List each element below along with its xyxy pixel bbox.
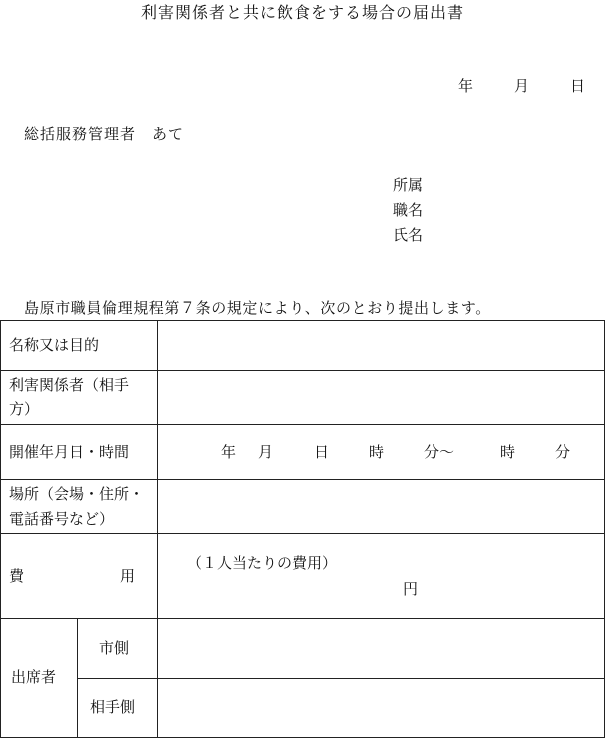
cost-label-right: 用 — [120, 567, 136, 585]
position-label: 職名 — [393, 201, 424, 219]
datetime-day: 日 — [314, 443, 330, 461]
cost-unit: 円 — [403, 580, 419, 598]
partner-field[interactable] — [158, 371, 604, 424]
partner-side-label: 相手側 — [90, 698, 136, 716]
attendees-label: 出席者 — [11, 668, 57, 686]
datetime-hour-to: 時 — [500, 443, 516, 461]
city-side-label: 市側 — [99, 639, 130, 657]
form-title: 利害関係者と共に飲食をする場合の届出書 — [140, 3, 464, 22]
datetime-month: 月 — [258, 443, 274, 461]
cost-note: （１人当たりの費用） — [187, 554, 338, 572]
cost-label-left: 費 — [9, 567, 25, 585]
partner-side-field[interactable] — [158, 679, 604, 737]
datetime-minute-from: 分～ — [424, 443, 455, 461]
affiliation-label: 所属 — [393, 176, 424, 194]
datetime-hour: 時 — [369, 443, 385, 461]
name-label: 氏名 — [393, 226, 424, 244]
row-divider — [0, 424, 605, 425]
purpose-label: 名称又は目的 — [9, 336, 100, 354]
place-label-line2: 電話番号など） — [9, 510, 115, 528]
datetime-year: 年 — [221, 443, 237, 461]
place-label-line1: 場所（会場・住所・ — [9, 485, 145, 503]
intro-text: 島原市職員倫理規程第７条の規定により、次のとおり提出します。 — [24, 299, 491, 317]
city-side-field[interactable] — [158, 619, 604, 678]
purpose-field[interactable] — [158, 321, 604, 370]
row-divider — [0, 533, 605, 534]
addressee: 総括服務管理者 あて — [24, 125, 185, 143]
datetime-label: 開催年月日・時間 — [9, 443, 130, 461]
partner-label-line2: 方） — [9, 400, 40, 418]
date-month-label: 月 — [514, 77, 530, 95]
date-year-label: 年 — [458, 77, 474, 95]
place-field[interactable] — [158, 480, 604, 533]
partner-label-line1: 利害関係者（相手 — [9, 376, 130, 394]
date-day-label: 日 — [570, 77, 586, 95]
datetime-minute-to: 分 — [555, 443, 571, 461]
